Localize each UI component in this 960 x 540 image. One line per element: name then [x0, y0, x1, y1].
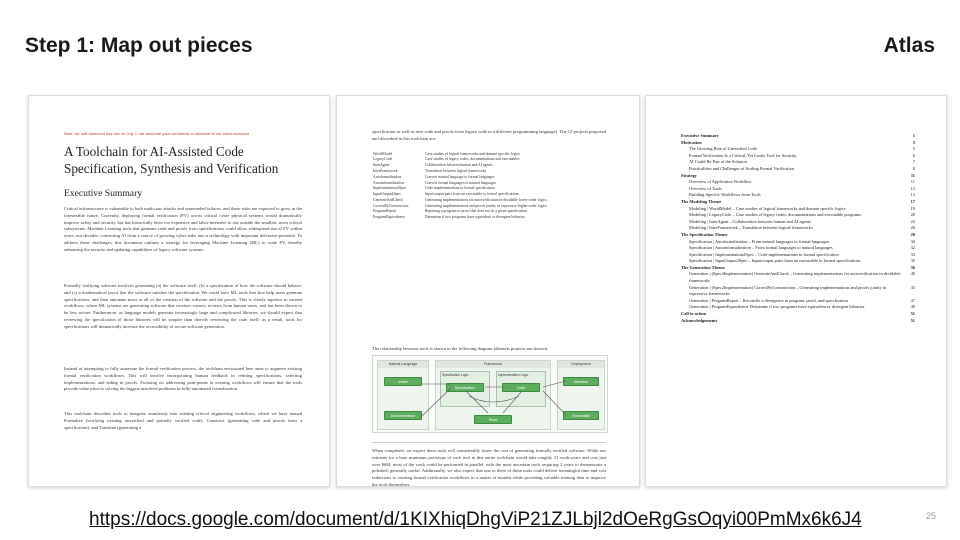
project-name: GenerateAndCheck — [373, 197, 403, 202]
toc-entry-page: 5 — [912, 146, 915, 152]
toc-entry[interactable] — [681, 239, 915, 246]
toc-entry-title: Specification | Autoinformalization – From formal languages to natural languages — [689, 245, 833, 251]
toc-entry-title: Strategy — [681, 172, 697, 178]
toc-entry-page: 13 — [910, 192, 915, 198]
brand-logo-text: Atlas — [883, 34, 935, 57]
toc-entry[interactable] — [681, 133, 915, 140]
toc-entry[interactable] — [681, 179, 915, 186]
project-description: Code implementations to formal specification — [425, 186, 495, 191]
project-description: Generating implementations and proofs jointly in expressive higher-order logics — [425, 203, 547, 208]
toc-entry[interactable] — [681, 199, 915, 206]
project-name: ProgramRepair — [373, 209, 397, 214]
toc-entry-page: 43 — [910, 284, 915, 290]
project-description: Collaboration between human and AI agents — [425, 163, 493, 168]
toc-entry-page: 7 — [912, 159, 915, 165]
toc-entry-page: 32 — [910, 245, 915, 251]
toc-entry[interactable] — [681, 146, 915, 153]
toc-entry-title: The Modeling Theme — [681, 198, 722, 204]
document-page-1 — [28, 95, 330, 487]
toc-entry-page: 19 — [910, 205, 915, 211]
column-header: Framework — [436, 361, 550, 368]
toc-entry-title: Generation | (Spec2Implementation) CorrectByConstruction – Generating implementations and proofs jointly in expressive frameworks — [689, 284, 887, 297]
divider — [372, 442, 606, 443]
toc-entry-page: 26 — [910, 225, 915, 231]
toc-entry-title: The Growing Risk of Unverified Code — [689, 146, 757, 152]
arrow — [543, 391, 566, 415]
summary-paragraph: This toolchain describes tools to integrate seamlessly into existing critical engineering workflows, which we have named Formalize (verifying existing unverified and partially verified code), Construct (generating code and proofs from a specification), and Translate (generating a — [64, 411, 302, 430]
toc-entry[interactable] — [681, 192, 915, 199]
toc-entry[interactable] — [681, 304, 915, 311]
document-url-link[interactable]: https://docs.google.com/document/d/1KIXhiqDhgViP21ZJLbjl2dOeRgGsOqyi00PmMx6k6J4 — [89, 509, 862, 530]
executive-summary-heading: Executive Summary — [64, 188, 143, 199]
toc-entry[interactable] — [681, 186, 915, 193]
arrow — [422, 388, 451, 416]
toc-entry-page: 12 — [910, 185, 915, 191]
toc-entry[interactable] — [681, 265, 915, 272]
toc-entry-page: 6 — [912, 152, 915, 158]
toc-entry-page: 11 — [910, 179, 915, 185]
toc-entry-page: 33 — [910, 251, 915, 257]
toc-entry-title: Generation | ProgramEquivalence Determine if two programs have equivalent or divergent behavior — [689, 304, 865, 310]
toc-entry-title: Overview of Application Workflow — [689, 179, 752, 185]
toc-entry-page: 8 — [912, 165, 915, 171]
interface-box: Interface — [563, 377, 599, 386]
toc-entry[interactable] — [681, 212, 915, 219]
arrow — [543, 381, 566, 387]
toc-entry-title: Modeling | WorldModel – Case studies of logical frameworks and domain specific logics — [689, 205, 846, 211]
project-name: InterFramework — [373, 168, 398, 173]
code-box: Code — [502, 383, 540, 392]
slide-title: Step 1: Map out pieces — [25, 34, 253, 57]
table-of-contents — [681, 133, 915, 324]
project-description: Case studies of legacy codes, documentations and executables — [425, 157, 520, 162]
toc-entry-title: Motivation — [681, 139, 702, 145]
documentation-box: Documentation — [384, 411, 422, 420]
toc-entry[interactable] — [681, 318, 915, 325]
project-name: InputOutput2Spec — [373, 192, 401, 197]
toc-entry-title: Modeling | InterFramework – Translation between logical frameworks — [689, 225, 813, 231]
soft-launch-note: Note: we soft-launched this doc on July 1; we welcome your comments in advance of our announcement — [64, 131, 249, 136]
projects-table — [372, 151, 608, 220]
project-name: Autoinformalization — [373, 180, 404, 185]
toc-entry-title: Practicalities and Challenges of Scaling Formal Verification — [689, 165, 795, 171]
summary-paragraph: Formally verifying software involves generating (a) the software itself, (b) a specification of how the software should behave, and (c) a mathematical proof that the software satisfies the specification. We could have ML tools that first help users generate specifications, and then automate most or all of the creation of the software and the proofs. This is clearly superior to current workflows, where ML systems are generating software that receives cursory reviews from human users, and has been shown to be less secure. Furthermore, as language models generate increasingly large and complicated libraries, we should expect that reviewing the specification of those libraries will be simpler than directly reviewing the code itself; as a result, tools for specifications will dramatically increase the accessibility of secure software generation. — [64, 283, 302, 329]
proof-box: Proof — [474, 415, 512, 424]
executable-box: Executable — [563, 411, 599, 420]
project-description: Input/output pairs from an executable to formal specifications — [425, 192, 519, 197]
toc-entry-title: Acknowledgements — [681, 317, 718, 323]
toc-entry-page: 36 — [910, 264, 915, 270]
summary-paragraph: Instead of attempting to fully automate the formal verification process, the toolchain envisioned here aims to augment existing formal verification workflows. This will involve incorporating human feedback in refining specifications, selecting implementations, and aiding in proofs. Focusing on addressing pain-points in existing workflows will ensure that the tools provide value prior to solving the biggest unsolved problems in fully-automated formalization. — [64, 366, 302, 392]
cost-estimate-paragraph: When completed, we expect these tools will considerably lower the cost of generating formally verified software. While our estimate for a bare minimum prototype of each tool in this entire toolchain would take roughly 21 work-years and cost just over $6M, most of the work could be performed in parallel, with the most uncertain tools requiring 2 years to demonstrate a polished, generally useful. Additionally, we also expect that one to three of these tools could deliver meaningful time and cost reductions to existing formal verification workflows in a matter of months while providing valuable training data to improve the tools themselves. — [372, 448, 606, 487]
project-description: Convert natural language to formal languages — [425, 174, 495, 179]
intent-box: Intent — [384, 377, 422, 386]
diagram-caption: The relationship between tools is shown in the following diagram (datasets projects not shown). — [372, 346, 549, 351]
project-description: Case studies of logical frameworks and domain specific logics — [425, 151, 520, 156]
toolchain-diagram — [372, 355, 608, 433]
toc-entry[interactable] — [681, 232, 915, 239]
toc-entry-title: The Specification Theme — [681, 231, 728, 237]
project-description: Convert formal languages to natural languages — [425, 180, 496, 185]
toc-entry-page: 51 — [910, 311, 915, 317]
toc-entry-page: 11 — [910, 172, 915, 178]
toc-entry[interactable] — [681, 219, 915, 226]
document-title: A Toolchain for AI-Assisted Code Specification, Synthesis and Verification — [64, 144, 279, 176]
toc-entry-title: Modeling | LegacyCode – Case studies of legacy codes, documentations and executable programs — [689, 212, 861, 218]
project-name: CorrectByConstruction — [373, 203, 409, 208]
project-description: Repairing a program or proof that does not fit a given specification — [425, 209, 527, 214]
toc-entry[interactable] — [681, 258, 915, 265]
toc-entry-page: 20 — [910, 212, 915, 218]
column-header: Natural Language — [378, 361, 428, 368]
toc-entry[interactable] — [681, 206, 915, 213]
toc-entry-title: The Generation Theme — [681, 264, 725, 270]
toc-entry[interactable] — [681, 298, 915, 305]
project-name: Implementation2Spec — [373, 186, 407, 191]
panel-label: Specification Logic — [442, 373, 469, 377]
toc-entry-page: 1 — [912, 133, 915, 138]
diagram-arrows — [373, 356, 609, 434]
toc-entry-title: Specification | Implementation2Spec – Code implementations to formal specification — [689, 251, 839, 257]
project-name: ProgramEquivalence — [373, 215, 405, 220]
toc-entry-page: 22 — [910, 218, 915, 224]
toc-entry-title: AI Could Be Part of the Solution — [689, 159, 747, 165]
project-name: InterAgent — [373, 163, 390, 168]
arrow — [503, 391, 522, 413]
document-page-3 — [645, 95, 947, 487]
toc-entry[interactable] — [681, 311, 915, 318]
toc-entry[interactable] — [681, 285, 915, 298]
project-description: Translation between logical frameworks — [425, 168, 487, 173]
document-page-2 — [336, 95, 640, 487]
toc-entry-page: 51 — [910, 317, 915, 323]
toc-entry[interactable] — [681, 173, 915, 180]
toc-entry-page: 28 — [910, 231, 915, 237]
toc-entry[interactable] — [681, 271, 915, 284]
toc-entry-page: 5 — [912, 139, 915, 145]
panel-label: Implementation Logic — [498, 373, 529, 377]
summary-paragraph: Critical infrastructure is vulnerable to both malicious attacks and unintended failures, and these risks are expected to grow in the foreseeable future. Currently, deploying formal verification (FV) across critical cyber physical systems would dramatically improve safety and security, but has historically been too expensive and labor-intensive to use outside the smallest, most critical subsystems. Machine Learning tools that generate code and proofs from specifications could allow widespread use of FV within years, not decades, converting AI from a source of growing cyber risks into a technology with important defensive potential. To address these challenges, this document outlines a strategy for leveraging Machine Learning (ML) to scale FV, thereby enhancing the security and updating capabilities of legacy software systems. — [64, 206, 302, 252]
toc-entry[interactable] — [681, 159, 915, 166]
projects-intro: specification as well as new code and proofs from legacy code in a different programming language). The 12 projects proposed and described in this toolchain are: — [372, 129, 606, 141]
toc-entry-title: Overview of Tools — [689, 185, 722, 191]
project-description: Generating implementations for autoverification in decidable lower-order logics — [425, 197, 547, 202]
toc-entry-title: Executive Summary — [681, 133, 719, 138]
slide-page-number: 25 — [925, 511, 936, 521]
project-name: LegacyCode — [373, 157, 393, 162]
project-row — [372, 215, 608, 221]
project-name: Autoformalization — [373, 174, 402, 179]
toc-entry[interactable] — [681, 166, 915, 173]
toc-entry-title: Specification | InputOutput2Spec – Input/output pairs from an executable to formal specifications — [689, 258, 861, 264]
toc-entry-page: 30 — [910, 238, 915, 244]
toc-entry-page: 17 — [910, 198, 915, 204]
column-header: Deployment — [558, 361, 604, 368]
toc-entry-title: Generation | ProgramRepair – Reconcile a divergence in program, proof, and specification — [689, 297, 848, 303]
toc-entry[interactable] — [681, 225, 915, 232]
toc-entry-title: Modeling | InterAgent – Collaboration between human and AI agents — [689, 218, 811, 224]
toc-entry[interactable] — [681, 153, 915, 160]
toc-entry[interactable] — [681, 252, 915, 259]
toc-entry-page: 35 — [910, 258, 915, 264]
toc-entry-title: Call to action — [681, 311, 707, 317]
toc-entry-title: Specification | Autoformalization – From natural languages to formal languages — [689, 238, 830, 244]
toc-entry[interactable] — [681, 140, 915, 147]
toc-entry-title: Formal Verification Is a Critical, Yet Costly Tool for Security — [689, 152, 797, 158]
specification-box: Specification — [446, 383, 484, 392]
toc-entry-page: 47 — [910, 297, 915, 303]
toc-entry-page: 49 — [910, 304, 915, 310]
arrow — [466, 391, 488, 413]
toc-entry[interactable] — [681, 245, 915, 252]
toc-entry-page: 40 — [910, 271, 915, 277]
toc-entry-title: Building Specific Workflows from Tools — [689, 192, 761, 198]
project-name: WorldModel — [373, 151, 393, 156]
toc-entry-title: Generation | (Spec2Implementation) GenerateAndCheck – Generating implementations for autoverification in decidable frameworks — [689, 271, 901, 284]
project-description: Determine if two programs have equivalent or divergent behavior. — [425, 215, 526, 220]
